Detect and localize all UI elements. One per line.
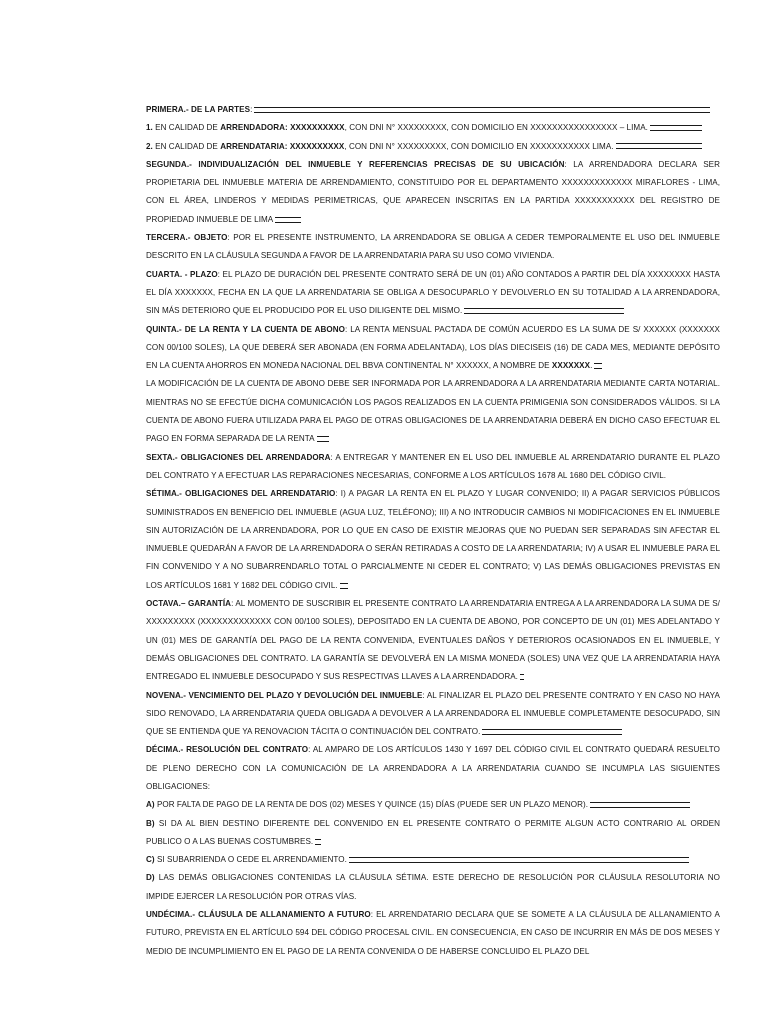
fill-line	[594, 363, 602, 369]
clause-colon: :	[250, 105, 253, 114]
clause-text: : LA RENTA MENSUAL PACTADA DE COMÚN ACUERDO ES LA SUMA DE S/ XXXXXX (XXXXXXX CON 00/100 SOLES), LA QUE DEBERÁ SER ABONADA (EN FORMA ADELANTADA), LOS DÍAS DIECISEIS (16) DE CADA MES, MEDIANTE DEPÓSITO EN LA CUENTA AHORROS EN MONEDA NACIONAL DEL BBVA CONTINENTAL N° XXXXXX, A NOMBRE DE	[146, 324, 720, 371]
clause-decima	[146, 741, 720, 796]
clause-text: : LA ARRENDADORA DECLARA SER PROPIETARIA DEL INMUEBLE MATERIA DE ARRENDAMIENTO, CONSTITUIDO POR EL DEPARTAMENTO XXXXXXXXXXXXX MIRAFLORES - LIMA, CON EL ÁREA, LINDEROS Y MEDIDAS PERIMETRICAS, QUE APARECEN INSCRITAS EN LA PARTIDA XXXXXXXXXXX DEL REGISTRO DE PROPIEDAD INMUEBLE DE LIMA	[146, 159, 721, 224]
fill-line	[317, 436, 329, 442]
item-letter: C)	[146, 855, 155, 865]
clause-text: : I) A PAGAR LA RENTA EN EL PLAZO Y LUGAR CONVENIDO; II) A PAGAR SERVICIOS PÚBLICOS SUMINISTRADOS EN BENEFICIO DEL INMUEBLE (AGUA LUZ, TELÉFONO); III) A NO INTRODUCIR CAMBIOS NI MODIFICACIONES EN EL INMUEBLE SIN AUTORIZACIÓN DE LA ARRENDADORA, POR LO QUE EN CASO DE EXISTIR MEJORAS QUE NO PUEDAN SER SEPARADAS SIN AFECTAR EL INMUEBLE QUEDARÁN A FAVOR DE LA ARRENDADORA O SERÁN RETIRADAS A COSTO DE LA ARRENDATARIA; IV) A USAR EL INMUEBLE PARA EL FIN CONVENIDO Y A NO SUBARRENDARLO TOTAL O PARCIALMENTE NI CEDER EL CONTRATO; V) LAS DEMÁS OBLIGACIONES PREVISTAS EN LOS ARTÍCULOS 1681 Y 1682 DEL CÓDIGO CIVIL.	[146, 489, 721, 590]
decima-item-c	[146, 851, 720, 869]
fill-line	[464, 308, 624, 314]
party-name: XXXXXXXXXX	[289, 141, 345, 151]
clause-text: : POR EL PRESENTE INSTRUMENTO, LA ARRENDADORA SE OBLIGA A CEDER TEMPORALMENTE EL USO DEL INMUEBLE DESCRITO EN LA CLÁUSULA SEGUNDA A FAVOR DE LA ARRENDATARIA PARA SU USO COMO VIVIENDA.	[146, 233, 720, 261]
clause-text: : EL PLAZO DE DURACIÓN DEL PRESENTE CONTRATO SERÁ DE UN (01) AÑO CONTADOS A PARTIR DEL DÍA XXXXXXXX HASTA EL DÍA XXXXXXX, FECHA EN LA QUE LA ARRENDATARIA SE OBLIGA A DESOCUPARLO Y DEVOLVERLO EN SU TOTALIDAD A LA ARRENDADORA, SIN MÁS DETERIORO QUE EL PRODUCIDO POR EL USO DILIGENTE DEL MISMO.	[146, 269, 720, 316]
clause-primera	[146, 101, 720, 119]
clause-novena	[146, 687, 720, 742]
fill-line	[315, 839, 321, 845]
clause-segunda	[146, 156, 720, 229]
fill-line	[349, 857, 689, 863]
party-details: , CON DNI N° XXXXXXXXX, CON DOMICILIO EN XXXXXXXXXXXXXXXX – LIMA.	[344, 123, 648, 133]
item-number: 1.	[146, 123, 153, 133]
clause-heading: QUINTA.- DE LA RENTA Y LA CUENTA DE ABONO	[146, 324, 345, 334]
fill-line	[340, 583, 348, 589]
clause-text: : AL FINALIZAR EL PLAZO DEL PRESENTE CONTRATO Y EN CASO NO HAYA SIDO RENOVADO, LA ARRENDATARIA QUEDA OBLIGADA A DEVOLVER A LA ARRENDADORA EL INMUEBLE COMPLETAMENTE DESOCUPADO, SIN QUE SE ENTIENDA QUE YA RENOVACION TÁCITA O CONTINUACIÓN DEL CONTRATO.	[146, 690, 720, 737]
item-letter: D)	[146, 873, 155, 883]
item-prefix: EN CALIDAD DE	[152, 141, 221, 151]
clause-heading: PRIMERA.- DE LA PARTES	[146, 105, 251, 114]
decima-item-a	[146, 796, 720, 814]
clause-text: LA MODIFICACIÓN DE LA CUENTA DE ABONO DEBE SER INFORMADA POR LA ARRENDADORA A LA ARRENDATARIA MEDIANTE CARTA NOTARIAL. MIENTRAS NO SE EFECTÚE DICHA COMUNICACIÓN LOS PAGOS REALIZADOS EN LA CUENTA PRIMIGENIA SON CONSIDERADOS VÁLIDOS. SI LA CUENTA DE ABONO FUERA UTILIZADA PARA EL PAGO DE OTRAS OBLIGACIONES DE LA ARRENDATARIA DEBERÁ EN DICHO CASO EFECTUAR EL PAGO EN FORMA SEPARADA DE LA RENTA	[146, 379, 720, 444]
item-prefix: EN CALIDAD DE	[152, 123, 221, 133]
item-number: 2.	[146, 141, 153, 151]
clause-quinta	[146, 321, 720, 376]
party-role-separator: :	[284, 141, 290, 151]
clause-quinta-continued	[146, 375, 720, 448]
clause-heading: DÉCIMA.- RESOLUCIÓN DEL CONTRATO	[146, 745, 309, 755]
clause-heading: SEGUNDA.- INDIVIDUALIZACIÓN DEL INMUEBLE Y REFERENCIAS PRECISAS DE SU UBICACIÓN	[146, 159, 565, 169]
clause-text: : EL ARRENDATARIO DECLARA QUE SE SOMETE A LA CLÁUSULA DE ALLANAMIENTO A FUTURO, PREVISTA EN EL ARTÍCULO 594 DEL CÓDIGO PROCESAL CIVIL. EN CONSECUENCIA, EN CASO DE INCURRIR EN MÁS DE DOS MESES Y MEDIO DE INCUMPLIMIENTO EN EL PAGO DE LA RENTA CONVENIDA O DE HABERSE CONCLUIDO EL PLAZO DEL	[146, 910, 721, 956]
clause-heading: NOVENA.- VENCIMIENTO DEL PLAZO Y DEVOLUCIÓN DEL INMUEBLE	[146, 690, 423, 700]
item-text: SI DA AL BIEN DESTINO DIFERENTE DEL CONVENIDO EN EL PRESENTE CONTRATO O PERMITE ALGUN ACTO CONTRARIO AL ORDEN PUBLICO O A LAS BUENAS COSTUMBRES.	[146, 818, 720, 846]
clause-heading: CUARTA. - PLAZO	[146, 269, 218, 279]
item-letter: B)	[146, 818, 155, 828]
clause-setima	[146, 485, 720, 595]
party-role: ARRENDADORA	[220, 123, 286, 133]
clause-heading: SEXTA.- OBLIGACIONES DEL ARRENDADORA	[146, 452, 331, 462]
clause-heading: SÉTIMA.- OBLIGACIONES DEL ARRENDATARIO	[146, 489, 336, 499]
fill-line	[520, 674, 524, 680]
party-role-separator: :	[285, 123, 291, 133]
clause-undecima	[146, 906, 720, 961]
item-letter: A)	[146, 800, 155, 810]
clause-tercera	[146, 229, 720, 266]
clause-text-end: .	[590, 361, 593, 371]
decima-item-b	[146, 815, 720, 852]
fill-line	[650, 125, 702, 131]
fill-line	[254, 107, 710, 113]
party-arrendadora	[146, 119, 720, 137]
party-name: XXXXXXXXXX	[290, 123, 345, 133]
contract-body	[146, 101, 720, 961]
clause-cuarta	[146, 266, 720, 321]
clause-text: : AL AMPARO DE LOS ARTÍCULOS 1430 Y 1697 DEL CÓDIGO CIVIL EL CONTRATO QUEDARÁ RESUELTO DE PLENO DERECHO CON LA COMUNICACIÓN DE LA ARRENDADORA A LA ARRENDATARIA CUANDO SE INCUMPLA LAS SIGUIENTES OBLIGACIONES:	[146, 745, 720, 791]
party-details: , CON DNI N° XXXXXXXXX, CON DOMICILIO EN XXXXXXXXXXX LIMA.	[344, 141, 614, 151]
account-holder-name: XXXXXXX	[551, 361, 591, 371]
fill-line	[590, 802, 690, 808]
item-text: POR FALTA DE PAGO DE LA RENTA DE DOS (02) MESES Y QUINCE (15) DÍAS (PUEDE SER UN PLAZO MENOR).	[154, 800, 589, 810]
fill-line	[482, 729, 622, 735]
party-arrendataria	[146, 138, 720, 156]
clause-heading: UNDÉCIMA.- CLÁUSULA DE ALLANAMIENTO A FUTURO	[146, 910, 371, 920]
clause-sexta	[146, 449, 720, 486]
clause-octava	[146, 595, 720, 686]
clause-text: : AL MOMENTO DE SUSCRIBIR EL PRESENTE CONTRATO LA ARRENDATARIA ENTREGA A LA ARRENDADORA LA SUMA DE S/ XXXXXXXXX (XXXXXXXXXXXXX CON 00/100 SOLES), DEPOSITADO EN LA CUENTA DE ABONO, POR CONCEPTO DE UN (01) MES ADELANTADO Y UN (01) MES DE GARANTÍA DEL PAGO DE LA RENTA CONVENIDA, EVENTUALES DAÑOS Y DETERIOROS OCASIONADOS EN EL INMUEBLE, Y DEMÁS OBLIGACIONES DEL CONTRATO. LA GARANTÍA SE DEVOLVERÁ EN LA MISMA MONEDA (SOLES) UNA VEZ QUE LA ARRENDATARIA HAYA ENTREGADO EL INMUEBLE DESOCUPADO Y SUS RESPECTIVAS LLAVES A LA ARRENDADORA.	[146, 599, 720, 682]
clause-text: : A ENTREGAR Y MANTENER EN EL USO DEL INMUEBLE AL ARRENDATARIO DURANTE EL PLAZO DEL CONTRATO Y A EFECTUAR LAS REPARACIONES NECESARIAS, CONFORME A LOS ARTÍCULOS 1678 AL 1680 DEL CÓDIGO CIVIL.	[146, 452, 721, 480]
fill-line	[616, 143, 702, 149]
fill-line	[275, 217, 301, 223]
item-text: SI SUBARRIENDA O CEDE EL ARRENDAMIENTO.	[154, 855, 347, 865]
clause-heading: TERCERA.- OBJETO	[146, 233, 228, 243]
decima-item-d	[146, 869, 720, 906]
clause-heading: OCTAVA.– GARANTÍA	[146, 599, 232, 609]
item-text: LAS DEMÁS OBLIGACIONES CONTENIDAS LA CLÁUSULA SÉTIMA. ESTE DERECHO DE RESOLUCIÓN POR CLÁUSULA RESOLUTORIA NO IMPIDE EJERCER LA RESOLUCIÓN POR OTRAS VÍAS.	[146, 873, 720, 901]
party-role: ARRENDATARIA	[220, 141, 285, 151]
